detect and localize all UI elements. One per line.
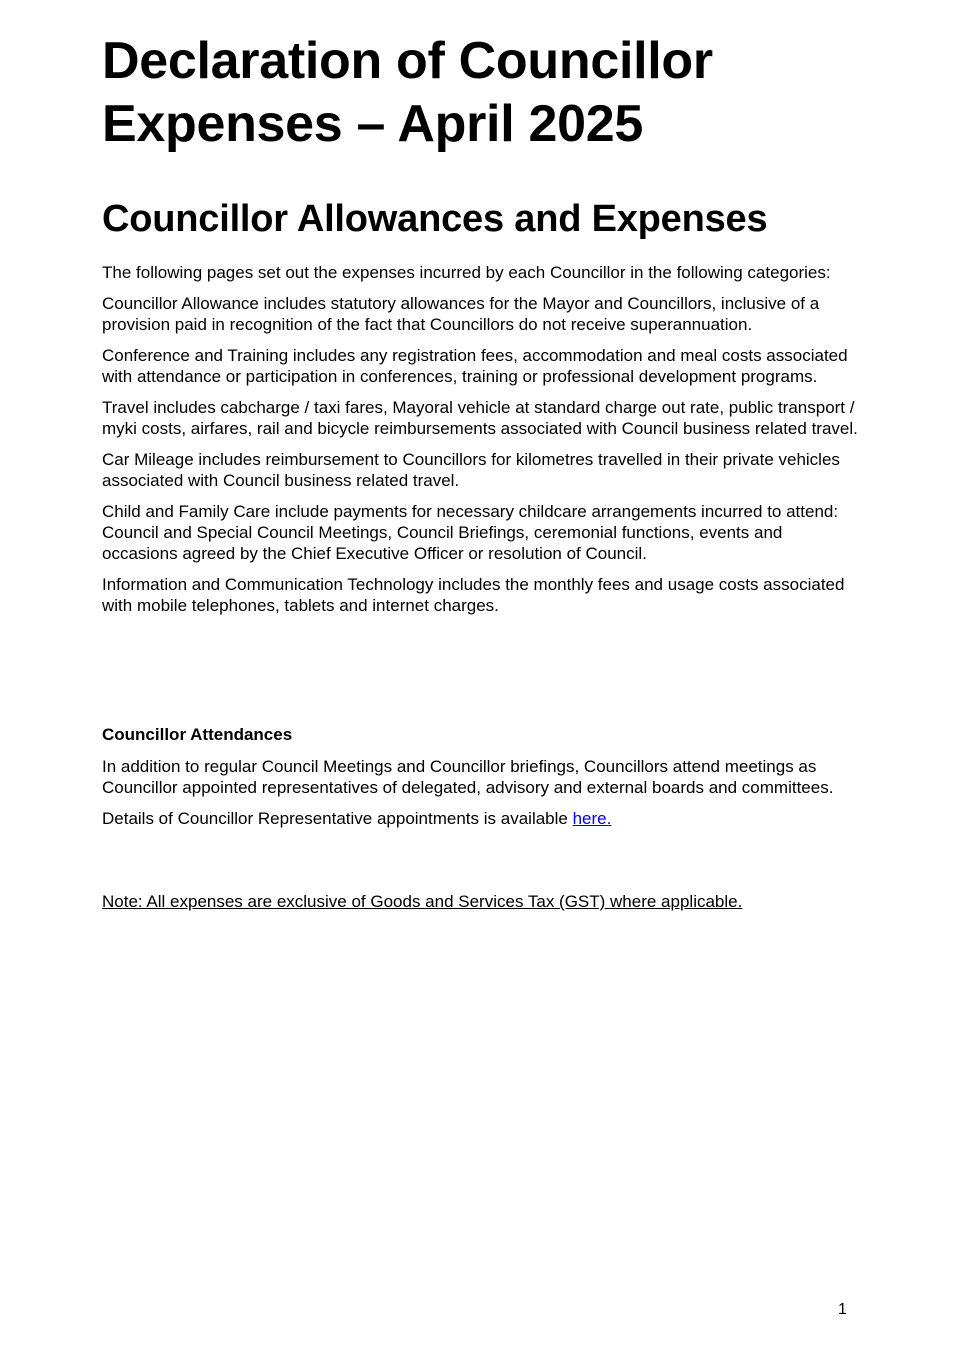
category-councillor-allowance: Councillor Allowance includes statutory allowances for the Mayor and Councillors, inclusive of a provision paid in recognition of the fact that Councillors do not receive superannuation.	[102, 294, 820, 334]
category-ict: Information and Communication Technology includes the monthly fees and usage costs associated with mobile telephones, tablets and internet charges.	[102, 575, 845, 615]
category-car-mileage: Car Mileage includes reimbursement to Councillors for kilometres travelled in their private vehicles associated with Council business related travel.	[102, 450, 840, 490]
category-child-family-care: Child and Family Care include payments for necessary childcare arrangements incurred to attend: Council and Special Council Meetings, Council Briefings, ceremonial functions, events and occasions agreed by the Chief Executive Officer or resolution of Council.	[102, 502, 839, 563]
appointments-details	[102, 808, 862, 829]
intro-paragraph: The following pages set out the expenses incurred by each Councillor in the following categories:	[102, 263, 831, 282]
appointments-link[interactable]: here.	[572, 809, 612, 828]
category-travel: Travel includes cabcharge / taxi fares, Mayoral vehicle at standard charge out rate, public transport / myki costs, airfares, rail and bicycle reimbursements associated with Council business related travel.	[102, 398, 858, 438]
categories-section	[102, 262, 862, 626]
attendances-section	[102, 724, 862, 839]
attendances-paragraph: In addition to regular Council Meetings and Councillor briefings, Councillors attend meetings as Councillor appointed representatives of delegated, advisory and external boards and committees.	[102, 757, 834, 797]
appointments-details-text: Details of Councillor Representative appointments is available	[102, 809, 573, 828]
section-heading: Councillor Allowances and Expenses	[102, 198, 768, 240]
category-conference-training: Conference and Training includes any registration fees, accommodation and meal costs associated with attendance or participation in conferences, training or professional development programs.	[102, 346, 848, 386]
page-number: 1	[838, 1301, 847, 1318]
document-title: Declaration of Councillor Expenses – April 2025	[102, 32, 713, 153]
attendances-heading: Councillor Attendances	[102, 725, 293, 744]
gst-note: Note: All expenses are exclusive of Goods and Services Tax (GST) where applicable.	[102, 892, 743, 911]
